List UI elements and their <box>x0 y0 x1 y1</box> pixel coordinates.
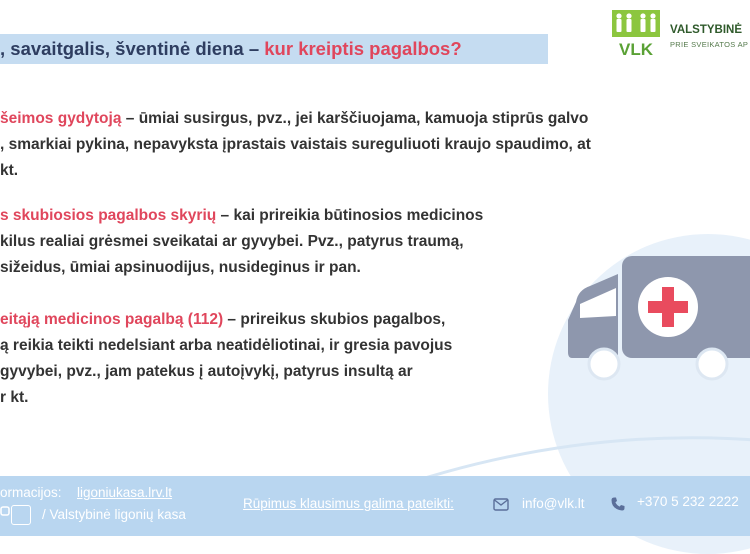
mail-icon <box>493 498 509 511</box>
logo-subtitle: PRIE SVEIKATOS AP <box>670 40 749 49</box>
logo-abbr: VLK <box>619 40 653 58</box>
footer-website-link[interactable]: ligoniukasa.lrv.lt <box>77 485 173 500</box>
p3-highlight: eitąją medicinos pagalbą (112) <box>0 311 224 328</box>
p2-text-1: – kai prireikia būtinosios medicinos <box>216 207 484 224</box>
p3-line4: r kt. <box>0 389 29 406</box>
p2-line2: kilus realiai grėsmei sveikatai ar gyvybei. Pvz., patyrus traumą, <box>0 233 464 250</box>
p2-line1 <box>0 203 590 229</box>
p1-line2: , smarkiai pykina, nepavyksta įprastais vaistais sureguliuoti kraujo spaudimo, at <box>0 136 591 153</box>
p2-highlight: s skubiosios pagalbos skyrių <box>0 207 217 224</box>
paragraph-emergency-department <box>0 203 590 281</box>
logo-name: VALSTYBINĖ <box>670 24 742 36</box>
footer-organization: / Valstybinė ligonių kasa <box>42 507 186 522</box>
p1-highlight: šeimos gydytoją <box>0 110 122 127</box>
p2-line3: sižeidus, ūmiai apsinuodijus, nusideginus ir pan. <box>0 259 361 276</box>
p1-line3: kt. <box>0 162 19 179</box>
vlk-logo <box>612 10 750 60</box>
paragraph-ambulance-112 <box>0 307 548 411</box>
p1-line1 <box>0 106 750 132</box>
social-square-icon[interactable] <box>11 505 31 525</box>
footer-email[interactable]: info@vlk.lt <box>522 496 585 511</box>
page-title <box>0 34 462 64</box>
footer-info-label: ormacijos: <box>0 485 62 500</box>
p3-text-1: – prireikus skubios pagalbos, <box>223 311 446 328</box>
footer-questions-link[interactable]: Rūpimus klausimus galima pateikti: <box>243 496 454 511</box>
p3-line1 <box>0 307 548 333</box>
title-plain: , savaitgalis, šventinė diena – <box>0 38 265 59</box>
footer-phone[interactable]: +370 5 232 2222 <box>637 494 739 509</box>
phone-icon <box>610 496 626 512</box>
p1-text-1: – ūmiai susirgus, pvz., jei karščiuojama, kamuoja stiprūs galvo <box>121 110 589 127</box>
title-accent: kur kreiptis pagalbos? <box>264 38 462 59</box>
people-logo-icon <box>612 10 660 58</box>
p3-line2: ą reikia teikti nedelsiant arba neatidėliotinai, ir gresia pavojus <box>0 337 453 354</box>
p3-line3: gyvybei, pvz., jam patekus į autoįvykį, patyrus insultą ar <box>0 363 413 380</box>
paragraph-family-doctor <box>0 106 750 184</box>
